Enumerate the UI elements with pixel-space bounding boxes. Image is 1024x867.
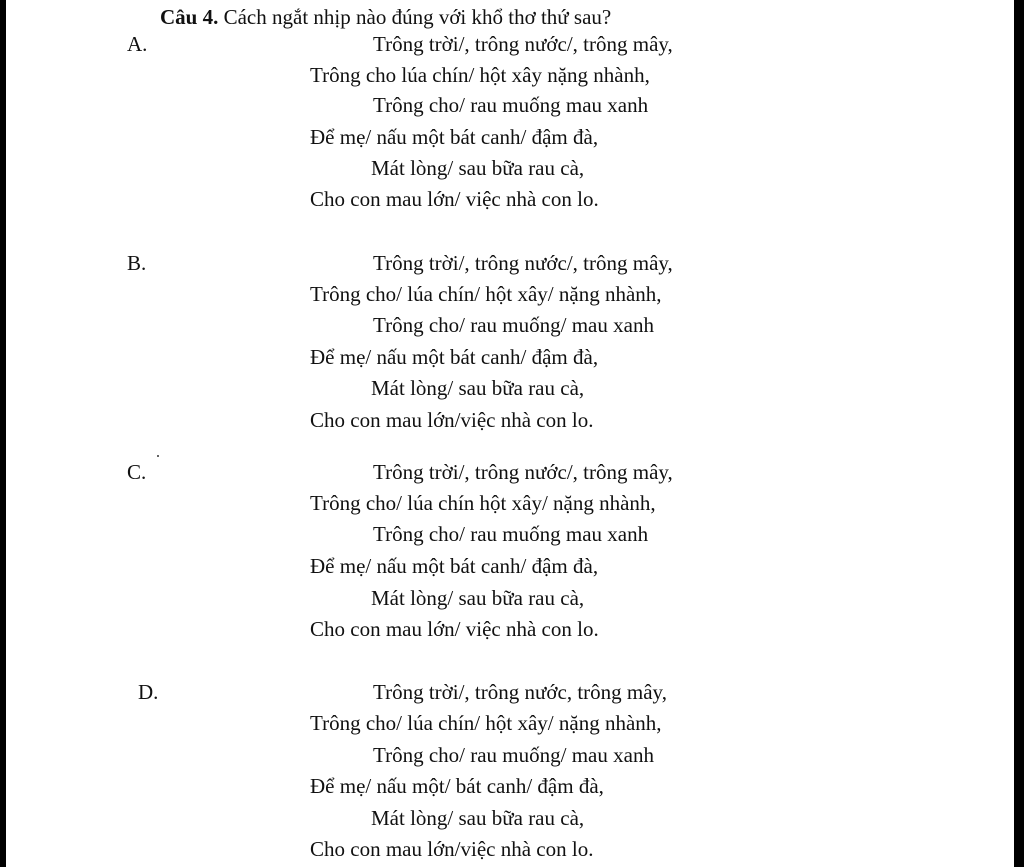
poem-line: Mát lòng/ sau bữa rau cà, (371, 376, 585, 400)
poem-line: Để mẹ/ nấu một bát canh/ đậm đà, (310, 125, 599, 149)
option-letter: C. (127, 460, 147, 484)
poem-line: Trông trời/, trông nước/, trông mây, (373, 251, 673, 275)
poem-line: Trông cho lúa chín/ hột xây nặng nhành, (310, 63, 650, 87)
question-number: Câu 4. (160, 5, 219, 29)
option-letter: D. (138, 680, 159, 704)
poem-line: Mát lòng/ sau bữa rau cà, (371, 586, 585, 610)
poem-line: Trông cho/ lúa chín/ hột xây/ nặng nhành, (310, 282, 662, 306)
poem-line: Trông cho/ lúa chín/ hột xây/ nặng nhành, (310, 711, 662, 735)
option-letter: B. (127, 251, 147, 275)
poem-line: Để mẹ/ nấu một bát canh/ đậm đà, (310, 554, 599, 578)
poem-line: Trông trời/, trông nước/, trông mây, (373, 32, 673, 56)
poem-line: Trông cho/ rau muống mau xanh (373, 522, 649, 546)
poem-line: Trông cho/ lúa chín hột xây/ nặng nhành, (310, 491, 656, 515)
poem-line: Cho con mau lớn/ việc nhà con lo. (310, 617, 599, 641)
poem-line: Để mẹ/ nấu một/ bát canh/ đậm đà, (310, 774, 604, 798)
poem-line: Để mẹ/ nấu một bát canh/ đậm đà, (310, 345, 599, 369)
poem-line: Trông cho/ rau muống mau xanh (373, 93, 649, 117)
question-text: Cách ngắt nhịp nào đúng với khổ thơ thứ sau? (218, 5, 612, 29)
document-page (6, 0, 1014, 867)
poem-line: Mát lòng/ sau bữa rau cà, (371, 156, 585, 180)
poem-line: Trông cho/ rau muống/ mau xanh (373, 313, 654, 337)
option-letter: A. (127, 32, 148, 56)
poem-line: Cho con mau lớn/ việc nhà con lo. (310, 187, 599, 211)
poem-line: Trông trời/, trông nước, trông mây, (373, 680, 667, 704)
poem-line: Trông trời/, trông nước/, trông mây, (373, 460, 673, 484)
poem-line: Cho con mau lớn/việc nhà con lo. (310, 837, 594, 861)
poem-line: Mát lòng/ sau bữa rau cà, (371, 806, 585, 830)
poem-line: Cho con mau lớn/việc nhà con lo. (310, 408, 594, 432)
poem-line: Trông cho/ rau muống/ mau xanh (373, 743, 654, 767)
stray-dot (157, 455, 159, 457)
